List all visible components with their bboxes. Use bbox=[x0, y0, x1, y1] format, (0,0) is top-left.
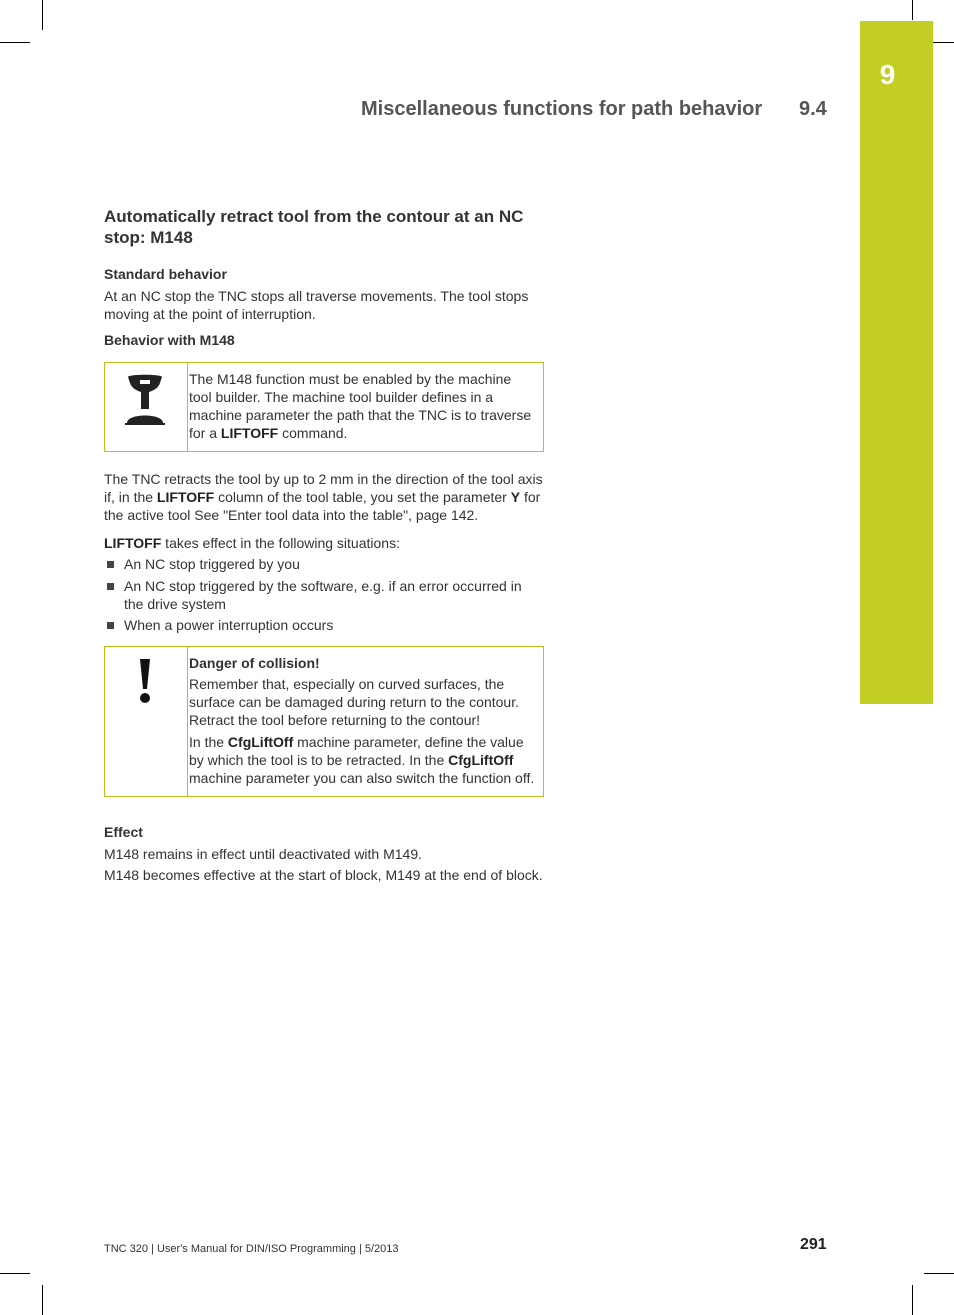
note-text-cell bbox=[187, 363, 543, 451]
standard-behavior-text: At an NC stop the TNC stops all traverse movements. The tool stops moving at the point of interruption. bbox=[104, 288, 529, 322]
keyword-liftoff: LIFTOFF bbox=[156, 489, 215, 505]
crop-mark bbox=[0, 42, 30, 43]
list-item-text: An NC stop triggered by the software, e.g. if an error occurred in the drive system bbox=[124, 578, 522, 612]
crop-mark bbox=[42, 1285, 43, 1315]
bullet-square-icon bbox=[107, 622, 114, 629]
list-item bbox=[104, 616, 544, 634]
crop-mark bbox=[42, 0, 43, 30]
list-item bbox=[104, 577, 544, 613]
warning-paragraph-2 bbox=[189, 733, 535, 787]
text-part: machine parameter, define the value by which the tool is to be retracted. In the bbox=[189, 734, 524, 768]
chapter-number: 9 bbox=[879, 59, 896, 90]
note-text-part: The M148 function must be enabled by the machine tool builder. The machine tool builder defines in a machine parameter the path that the TNC is to traverse for a bbox=[189, 371, 532, 441]
note-text bbox=[189, 370, 535, 442]
keyword-y: Y bbox=[510, 489, 521, 505]
crop-mark bbox=[924, 1273, 954, 1274]
effect-paragraph-2: M148 becomes effective at the start of block, M149 at the end of block. bbox=[104, 867, 543, 883]
crop-mark bbox=[0, 1273, 30, 1274]
warning-title: Danger of collision! bbox=[189, 655, 320, 671]
liftoff-situations-list bbox=[104, 555, 544, 634]
liftoff-intro bbox=[104, 534, 544, 552]
crop-mark bbox=[912, 0, 913, 20]
bullet-square-icon bbox=[107, 561, 114, 568]
text-part: The TNC retracts the tool by up to 2 mm in the direction of the tool axis if, in the bbox=[104, 471, 543, 505]
text-part: takes effect in the following situations: bbox=[161, 535, 400, 551]
retract-paragraph bbox=[104, 470, 544, 524]
exclamation-icon bbox=[138, 657, 152, 705]
warning-text-cell bbox=[187, 647, 543, 796]
page-number: 291 bbox=[800, 1236, 827, 1253]
effect-heading: Effect bbox=[104, 824, 143, 840]
warning-paragraph-1: Remember that, especially on curved surfaces, the surface can be damaged during return to the contour. Retract the tool before returning to the contour! bbox=[189, 676, 519, 728]
effect-paragraph-1: M148 remains in effect until deactivated with M149. bbox=[104, 846, 423, 862]
keyword-cfgliftoff: CfgLiftOff bbox=[448, 752, 514, 768]
crop-mark bbox=[912, 1285, 913, 1315]
list-item-text: An NC stop triggered by you bbox=[124, 556, 300, 572]
footer-text: TNC 320 | User's Manual for DIN/ISO Programming | 5/2013 bbox=[104, 1243, 399, 1255]
text-part: for the active tool See "Enter tool data into the table", page 142. bbox=[104, 489, 541, 523]
running-header-title: Miscellaneous functions for path behavior bbox=[361, 98, 763, 120]
standard-behavior-heading: Standard behavior bbox=[104, 266, 227, 282]
text-part: In the bbox=[189, 734, 228, 750]
bullet-square-icon bbox=[107, 583, 114, 590]
machine-tool-builder-icon bbox=[125, 373, 165, 427]
warning-icon-cell bbox=[105, 647, 187, 796]
chapter-tab bbox=[860, 21, 933, 704]
keyword-cfgliftoff: CfgLiftOff bbox=[227, 734, 294, 750]
note-keyword: LIFTOFF bbox=[220, 425, 279, 441]
machine-builder-note bbox=[104, 362, 544, 452]
list-item bbox=[104, 555, 544, 573]
behavior-m148-heading: Behavior with M148 bbox=[104, 332, 235, 348]
note-text-part: command. bbox=[278, 425, 348, 441]
text-part: column of the tool table, you set the parameter bbox=[214, 489, 511, 505]
keyword-liftoff: LIFTOFF bbox=[104, 535, 162, 551]
running-header-section-number: 9.4 bbox=[799, 98, 827, 120]
section-title: Automatically retract tool from the contour at an NC stop: M148 bbox=[104, 207, 524, 247]
collision-warning bbox=[104, 646, 544, 797]
main-content bbox=[104, 206, 544, 884]
note-icon-cell bbox=[105, 363, 187, 451]
text-part: machine parameter you can also switch the function off. bbox=[189, 770, 535, 786]
list-item-text: When a power interruption occurs bbox=[124, 617, 334, 633]
